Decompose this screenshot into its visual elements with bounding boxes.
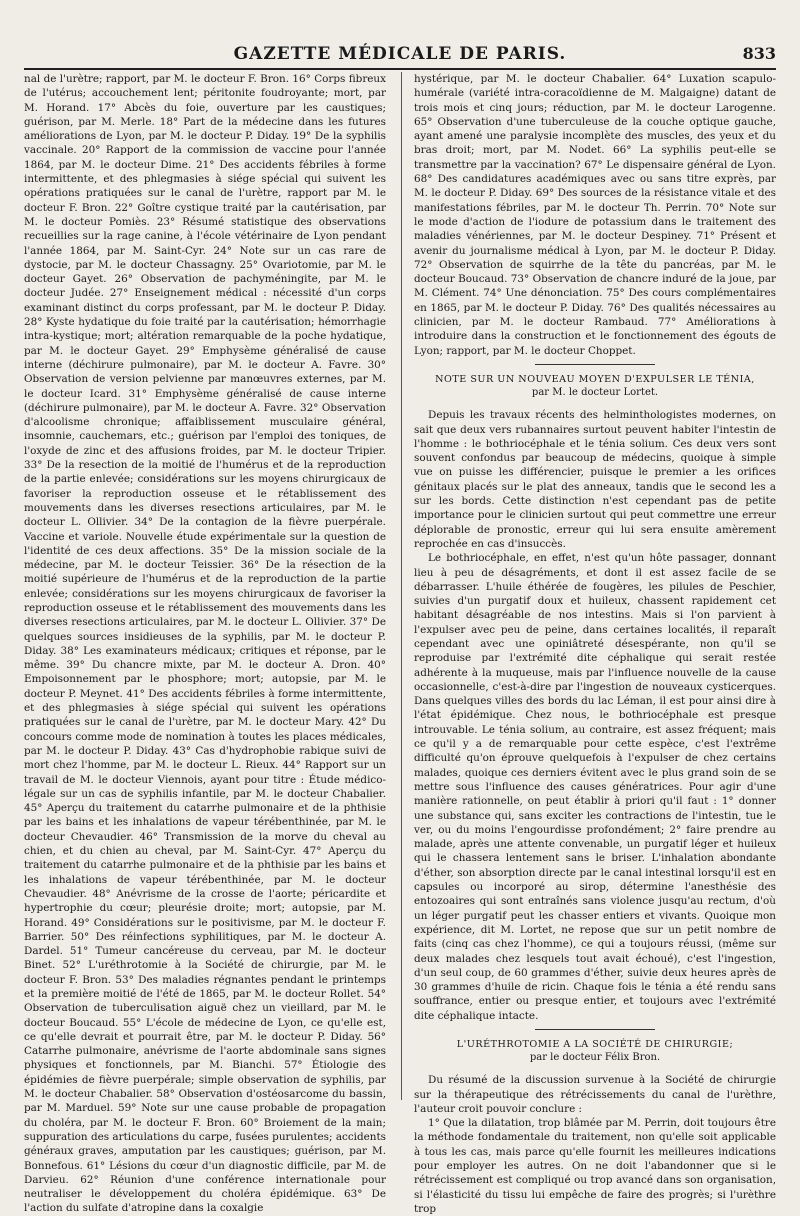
right-column [414,72,776,1215]
note-author-lortet: par M. le docteur Lortet. [531,386,659,398]
column-divider [401,72,402,1100]
note-paragraph: 1° Que la dilatation, trop blâmée par M. Perrin, doit toujours être la méthode fondamentale du traitement, non qu'elle soit applicable à tous les cas, mais parce qu'elle fournit les meilleures indications pour employer les autres. On ne doit l'abandonner que si le rétrécissement est compliqué ou trop avancé dans son organisation, si l'élasticité du tissu lui empêche de faire des progrès; si l'urèthre trop [414,1117,776,1215]
page-header [24,42,776,70]
note-paragraph: Le bothriocéphale, en effet, n'est qu'un hôte passager, donnant lieu à peu de désagréments, et dont il est assez facile de se débarrasser. L'huile éthérée de fougères, les pilules de Peschier, suivies d'un purgatif doux et huileux, chassent rapidement cet habitant désagréable de nos intestins. Mais si l'on parvient à l'expulser avec peu de peine, dans certaines localités, il reparaît cependant avec une opiniâtreté désespérante, non qu'il se reproduise par l'extrémité dite céphalique qui serait restée adhérente à la muqueuse, mais par l'influence nouvelle de la cause occasionnelle, c'est-à-dire par l'ingestion de nouveaux cysticerques. Dans quelques villes des bords du lac Léman, il est pour ainsi dire à l'état épidémique. Chez nous, le bothriocéphale est presque introuvable. Le ténia solium, au contraire, est assez fréquent; mais ce qu'il y a de remarquable pour cette espèce, c'est l'extrême difficulté qu'on éprouve quelquefois à l'expulser de chez certains malades, quoique ces derniers évitent avec le plus grand soin de se mettre sous l'influence des causes génératrices. Pour agir d'une manière rationnelle, on peut établir à priori qu'il faut : 1° donner une substance qui, sans exciter les contractions de l'intestin, tue le ver, ou du moins l'engourdisse profondément; 2° faire prendre au malade, après une attente convenable, un purgatif léger et huileux qui le chassera lentement sans le briser. L'inhalation abondante d'éther, son absorption directe par le canal intestinal lorsqu'il est en capsules ou incorporé au sirop, détermine l'anesthésie des entozoaires qui sont entraînés sans violence jusqu'au rectum, d'où un léger purgatif peut les chasser entiers et vivants. Quoique mon expérience, dit M. Lortet, ne repose que sur un petit nombre de faits (cinq cas chez l'homme), ce qui a toujours réussi, (même sur deux malades chez lesquels tout avait échoué), c'est l'ingestion, d'un seul coup, de 60 grammes d'éther, suivie deux heures après de 30 grammes d'huile de ricin. Chaque fois le ténia a été rendu sans souffrance, entier ou presque entier, et toujours avec l'extrémité dite céphalique intacte. [414,552,776,1022]
note-paragraph: Depuis les travaux récents des helminthologistes modernes, on sait que deux vers rubannaires surtout peuvent habiter l'intestin de l'homme : le bothriocéphale et le ténia solium. Ces deux vers sont souvent confondus par beaucoup de médecins, quoique à simple vue on puisse les différencier, puisque le premier a les orifices génitaux placés sur le plat des anneaux, tandis que le second les a sur les bords. Cette distinction n'est cependant pas de petite importance pour le clinicien surtout qui peut commettre une erreur déplorable de pronostic, erreur qui lui sera ensuite amèrement reprochée en cas d'insuccès. [414,409,776,550]
section-rule [535,364,655,365]
section-rule [535,1029,655,1030]
note-title-tenia: NOTE SUR UN NOUVEAU MOYEN D'EXPULSER LE TÉNIA, [435,373,755,385]
left-column [24,72,386,1215]
note-paragraph: Du résumé de la discussion survenue à la Société de chirurgie sur la thérapeutique des rétrécissements du canal de l'urèthre, l'auteur croit pouvoir conclure : [414,1074,776,1115]
article-list-text: nal de l'urètre; rapport, par M. le docteur F. Bron. 16° Corps fibreux de l'utérus; accouchement lent; péritonite foudroyante; mort, par M. Horand. 17° Abcès du foie, ouverture par les caustiques; guérison, par M. Merle. 18° Part de la médecine dans les futures améliorations de Lyon, par M. le docteur P. Diday. 19° De la syphilis vaccinale. 20° Rapport de la commission de vaccine pour l'année 1864, par M. le docteur Dime. 21° Des accidents fébriles à forme intermittente, et des phlegmasies à siége spécial qui suivent les opérations pratiquées sur le canal de l'urètre, rapport par M. le docteur F. Bron. 22° Goître cystique traité par la cautérisation, par M. le docteur Pomiès. 23° Résumé statistique des observations recueillies sur la rage canine, à l'école vétérinaire de Lyon pendant l'année 1864, par M. Saint-Cyr. 24° Note sur un cas rare de dystocie, par M. le docteur Chassagny. 25° Ovariotomie, par M. le docteur Gayet. 26° Observation de pachyméningite, par M. le docteur Judée. 27° Enseignement médical : nécessité d'un corps examinant distinct du corps professant, par M. le docteur P. Diday. 28° Kyste hydatique du foie traité par la cautérisation; hémorrhagie intra-kystique; mort; altération remarquable de la poche hydatique, par M. le docteur Gayet. 29° Emphysème généralisé de cause interne (déchirure pulmonaire), par M. le docteur A. Favre. 30° Observation de version pelvienne par manœuvres externes, par M. le docteur Icard. 31° Emphysème généralisé de cause interne (déchirure pulmonaire), par M. le docteur A. Favre. 32° Observation d'alcoolisme chronique; affaiblissement musculaire général, insomnie, cauchemars, etc.; guérison par l'emploi des toniques, de l'oxyde de zinc et des affusions froides, par M. le docteur Tripier. 33° De la resection de la moitié de l'humérus et de la reproduction de la partie enlevée; considérations sur les moyens chirurgicaux de favoriser la reproduction osseuse et le rétablissement des mouvements dans les diverses resections articulaires, par M. le docteur L. Ollivier. 34° De la contagion de la fièvre puerpérale. Vaccine et variole. Nouvelle étude expérimentale sur la question de l'identité de ces deux affections. 35° De la mission sociale de la médecine, par M. le docteur Teissier. 36° De la résection de la moitié supérieure de l'humérus et de la reproduction de la partie enlevée; considérations sur les moyens chirurgicaux de favoriser la reproduction osseuse et le rétablissement des mouvements dans les diverses resections articulaires, par M. le docteur L. Ollivier. 37° De quelques sources insidieuses de la syphilis, par M. le docteur P. Diday. 38° Les examinateurs médicaux; critiques et réponse, par le même. 39° Du chancre mixte, par M. le docteur A. Dron. 40° Empoisonnement par le phosphore; mort; autopsie, par M. le docteur P. Meynet. 41° Des accidents fébriles à forme intermittente, et des phlegmasies à siége spécial qui suivent les opérations pratiquées sur le canal de l'urètre, par M. le docteur Mary. 42° Du concours comme mode de nomination à toutes les places médicales, par M. le docteur P. Diday. 43° Cas d'hydrophobie rabique suivi de mort chez l'homme, par M. le docteur L. Rieux. 44° Rapport sur un travail de M. le docteur Viennois, ayant pour titre : Étude médico-légale sur un cas de syphilis infantile, par M. le docteur Chabalier. 45° Aperçu du traitement du catarrhe pulmonaire et de la phthisie par les bains et les inhalations de vapeur térébenthinée, par M. le docteur Chevaudier. 46° Transmission de la morve du cheval au chien, et du chien au cheval, par M. Saint-Cyr. 47° Aperçu du traitement du catarrhe pulmonaire et de la phthisie par les bains et les inhalations de vapeur térébenthinée, par M. le docteur Chevaudier. 48° Anévrisme de la crosse de l'aorte; péricardite et hypertrophie du cœur; pleurésie droite; mort; autopsie, par M. Horand. 49° Considérations sur le positivisme, par M. le docteur F. Barrier. 50° Des réinfections syphilitiques, par M. le docteur A. Dardel. 51° Tumeur cancéreuse du cerveau, par M. le docteur Binet. 52° L'uréthrotomie à la Société de chirurgie, par M. le docteur F. Bron. 53° Des maladies régnantes pendant le printemps et la première moitié de l'été de 1865, par M. le docteur Rollet. 54° Observation de tuberculisation aiguë chez un vieillard, par M. le docteur Boucaud. 55° L'école de médecine de Lyon, ce qu'elle est, ce qu'elle devrait et pourrait être, par M. le docteur P. Diday. 56° Catarrhe pulmonaire, anévrisme de l'aorte abdominale sans signes physiques et fonctionnels, par M. Bianchi. 57° Étiologie des épidémies de fièvre puerpérale; simple observation de syphilis, par M. le docteur Chabalier. 58° Observation d'ostéosarcome du bassin, par M. Marduel. 59° Note sur une cause probable de propagation du choléra, par M. le docteur F. Bron. 60° Broiement de la main; suppuration des articulations du carpe, fusées purulentes; accidents généraux graves, amputation par les caustiques; guérison, par M. Bonnefous. 61° Lésions du cœur d'un diagnostic difficile, par M. de Darvieu. 62° Réunion d'une conférence internationale pour neutraliser le développement du choléra épidémique. 63° De l'action du sulfate d'atropine dans la coxalgie [24,73,386,1215]
journal-title: GAZETTE MÉDICALE DE PARIS. [233,44,567,64]
note-author-bron: par le docteur Félix Bron. [529,1052,661,1063]
page-number: 833 [742,44,776,63]
article-list-continuation: hystérique, par M. le docteur Chabalier. 64° Luxation scapulo-humérale (variété intra-coracoïdienne de M. Malgaigne) datant de trois mois et cinq jours; réduction, par M. le docteur Larogenne. 65° Observation d'une tuberculeuse de la couche optique gauche, ayant amené une paralysie incomplète des muscles, des yeux et du bras droit; mort, par M. Nodet. 66° La syphilis peut-elle se transmettre par la vaccination? 67° Le dispensaire général de Lyon. 68° Des candidatures académiques avec ou sans titre exprès, par M. le docteur P. Diday. 69° Des sources de la résistance vitale et des manifestations fébriles, par M. le docteur Th. Perrin. 70° Note sur le mode d'action de l'iodure de potassium dans le traitement des maladies vénériennes, par M. le docteur Despiney. 71° Présent et avenir du journalisme médical à Lyon, par M. le docteur P. Diday. 72° Observation de squirrhe de la tête du pancréas, par M. le docteur Boucaud. 73° Observation de chancre induré de la joue, par M. Clément. 74° Une dénonciation. 75° Des cours complémentaires en 1865, par M. le docteur P. Diday. 76° Des qualités nécessaires au clinicien, par M. le docteur Rambaud. 77° Améliorations à introduire dans la construction et le fonctionnement des égouts de Lyon; rapport, par M. le docteur Choppet. [414,73,776,357]
note-title-urethrotomie: L'URÉTHROTOMIE A LA SOCIÉTÉ DE CHIRURGIE; [456,1039,734,1050]
